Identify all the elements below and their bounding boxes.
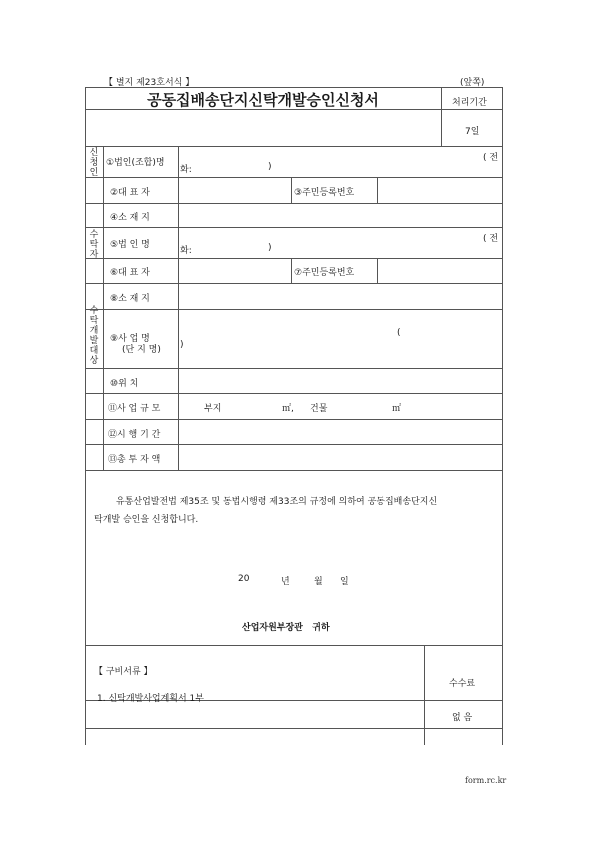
applicant-resident-no-field[interactable]: [378, 178, 501, 202]
date-month-unit: 월: [314, 577, 323, 587]
building-area-field[interactable]: [336, 396, 388, 416]
location-label: ⑩위 치: [110, 379, 139, 389]
applicant-representative-label: ②대 표 자: [110, 188, 150, 198]
applicant-group-label: 신 청 인: [89, 148, 99, 178]
applicant-phone-cont: 화:: [180, 165, 192, 175]
land-unit: ㎡,: [282, 404, 294, 414]
page-title: 공동집배송단지신탁개발승인신청서: [147, 91, 379, 109]
trustee-representative-field[interactable]: [179, 259, 290, 282]
project-name-sub-label: (단 지 명): [122, 345, 161, 355]
investment-field[interactable]: [179, 445, 501, 469]
date-year-field[interactable]: [250, 570, 276, 584]
processing-label: 처리기간: [452, 98, 487, 108]
page-side: (앞쪽): [460, 78, 485, 88]
recipient: 산업자원부장관 귀하: [242, 623, 330, 633]
trustee-phone-label: ( 전: [483, 234, 499, 244]
trustee-address-label: ⑧소 재 지: [110, 294, 150, 304]
date-day-unit: 일: [340, 577, 349, 587]
fee-label: 수수료: [449, 679, 476, 689]
processing-value: 7일: [465, 127, 480, 137]
applicant-address-label: ④소 재 지: [110, 213, 150, 223]
footer-site: form.rc.kr: [465, 776, 507, 785]
statement-line-2: 탁개발 승인을 신청합니다.: [94, 515, 199, 525]
project-paren-open: (: [397, 328, 401, 338]
trustee-address-field[interactable]: [179, 284, 501, 308]
trustee-corp-name-label: ⑤법 인 명: [110, 240, 150, 250]
land-area-field[interactable]: [230, 396, 280, 416]
statement-line-1: 유통산업발전법 제35조 및 동법시행령 제33조의 규정에 의하여 공동집배송단지신: [116, 497, 438, 507]
date-day-field[interactable]: [324, 570, 338, 584]
applicant-phone-label: ( 전: [483, 153, 499, 163]
investment-label: ⑬총 투 자 액: [108, 455, 161, 465]
trustee-resident-no-field[interactable]: [378, 259, 501, 282]
attachments-item-1: 1. 신탁개발사업계획서 1부: [97, 694, 204, 704]
date-year-unit: 년: [281, 577, 290, 587]
form-number: 【 별지 제23호서식 】: [104, 78, 195, 88]
project-paren-close: ): [180, 340, 184, 350]
scale-label: ⑪사 업 규 모: [108, 404, 161, 414]
trustee-phone-close: ): [268, 243, 272, 253]
location-field[interactable]: [179, 369, 501, 392]
applicant-resident-no-label: ③주민등록번호: [294, 188, 355, 198]
attachments-title: 【 구비서류 】: [94, 667, 153, 677]
trustee-corp-name-field[interactable]: [179, 228, 501, 257]
applicant-address-field[interactable]: [179, 204, 501, 226]
applicant-corp-name-field[interactable]: [179, 147, 501, 176]
applicant-phone-close: ): [268, 162, 272, 172]
target-group-label: 수 탁 개 발 대 상: [89, 306, 99, 366]
building-label: 건물: [310, 404, 328, 414]
trustee-phone-cont: 화:: [180, 246, 192, 256]
project-name-label: ⑨사 업 명: [110, 334, 150, 344]
building-unit: ㎡: [392, 404, 402, 414]
date-year-prefix: 20: [238, 574, 250, 584]
period-label: ⑫시 행 기 간: [108, 430, 161, 440]
date-month-field[interactable]: [292, 570, 312, 584]
trustee-resident-no-label: ⑦주민등록번호: [294, 268, 355, 278]
trustee-representative-label: ⑥대 표 자: [110, 268, 150, 278]
applicant-representative-field[interactable]: [179, 178, 290, 202]
fee-value: 없 음: [452, 713, 473, 723]
project-name-field[interactable]: [179, 310, 501, 367]
period-field[interactable]: [179, 420, 501, 443]
land-label: 부지: [204, 404, 222, 414]
applicant-corp-name-label: ①법인(조합)명: [106, 158, 165, 168]
trustee-group-label: 수 탁 자: [89, 230, 99, 260]
